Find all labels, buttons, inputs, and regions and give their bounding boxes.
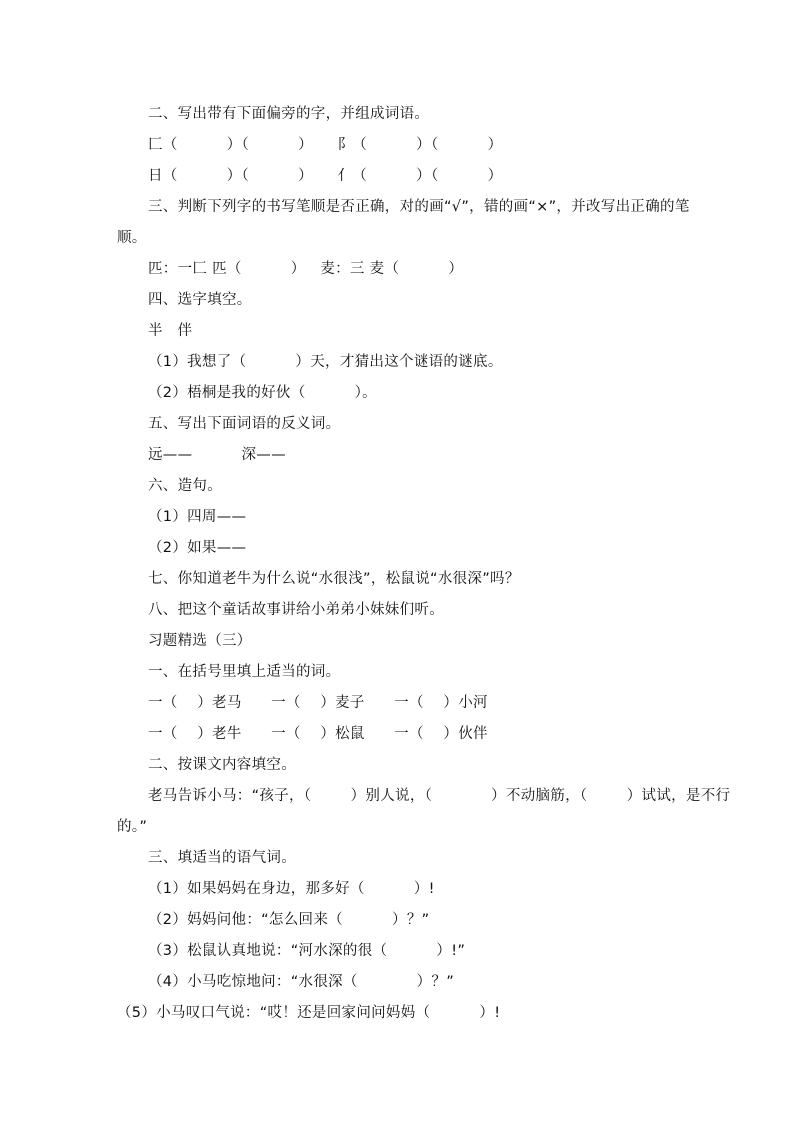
fill-question-2: （2）梧桐是我的好伙（ ）。 [148, 385, 377, 401]
section-8-title: 八、把这个童话故事讲给小弟弟小妹妹们听。 [148, 602, 444, 618]
modal-particle-q1: （1）如果妈妈在身边，那多好（ ）! [148, 881, 435, 897]
modal-particle-q2: （2）妈妈问他：“怎么回来（ ）？” [148, 912, 430, 928]
exercise-1-title: 一、在括号里填上适当的词。 [148, 664, 341, 680]
character-options: 半 伴 [148, 323, 193, 339]
section-7-title: 七、你知道老牛为什么说“水很浅”，松鼠说“水很深”吗？ [148, 571, 520, 587]
fill-question-1: （1）我想了（ ）天，才猜出这个谜语的谜底。 [148, 354, 503, 370]
modal-particle-q4: （4）小马吃惊地问：“水很深（ ）？” [148, 974, 455, 990]
sentence-item-1: （1）四周—— [148, 509, 247, 525]
exercise-set-title: 习题精选（三） [148, 633, 252, 649]
stroke-order-item: 匹：一匚 匹（ ） 麦：三 麦（ ） [148, 261, 464, 277]
measure-word-row-1: 一（ ）老马 一（ ）麦子 一（ ）小河 [148, 695, 488, 711]
modal-particle-q3: （3）松鼠认真地说：“河水深的很（ ）!” [148, 943, 466, 959]
radical-row-1: 匚（ ）（ ） 阝（ ）（ ） [148, 137, 503, 153]
section-6-title: 六、造句。 [148, 478, 222, 494]
antonym-words: 远—— 深—— [148, 447, 286, 463]
passage-fill-line-continued: 的。” [117, 819, 148, 835]
section-4-title: 四、选字填空。 [148, 292, 252, 308]
sentence-item-2: （2）如果—— [148, 540, 247, 556]
exercise-2-title: 二、按课文内容填空。 [148, 757, 296, 773]
section-3-title-continued: 顺。 [117, 230, 147, 246]
section-3-title: 三、判断下列字的书写笔顺是否正确，对的画“√”，错的画“×”，并改写出正确的笔 [148, 199, 690, 215]
section-2-title: 二、写出带有下面偏旁的字，并组成词语。 [148, 106, 430, 122]
modal-particle-q5: （5）小马叹口气说：“哎！还是回家问问妈妈（ ）! [117, 1005, 501, 1021]
radical-row-2: 日（ ）（ ） 亻（ ）（ ） [148, 168, 503, 184]
section-5-title: 五、写出下面词语的反义词。 [148, 416, 341, 432]
measure-word-row-2: 一（ ）老牛 一（ ）松鼠 一（ ）伙伴 [148, 726, 488, 742]
exercise-3-title: 三、填适当的语气词。 [148, 850, 296, 866]
passage-fill-line: 老马告诉小马：“孩子，（ ）别人说，（ ）不动脑筋，（ ）试试，是不行 [148, 788, 731, 804]
